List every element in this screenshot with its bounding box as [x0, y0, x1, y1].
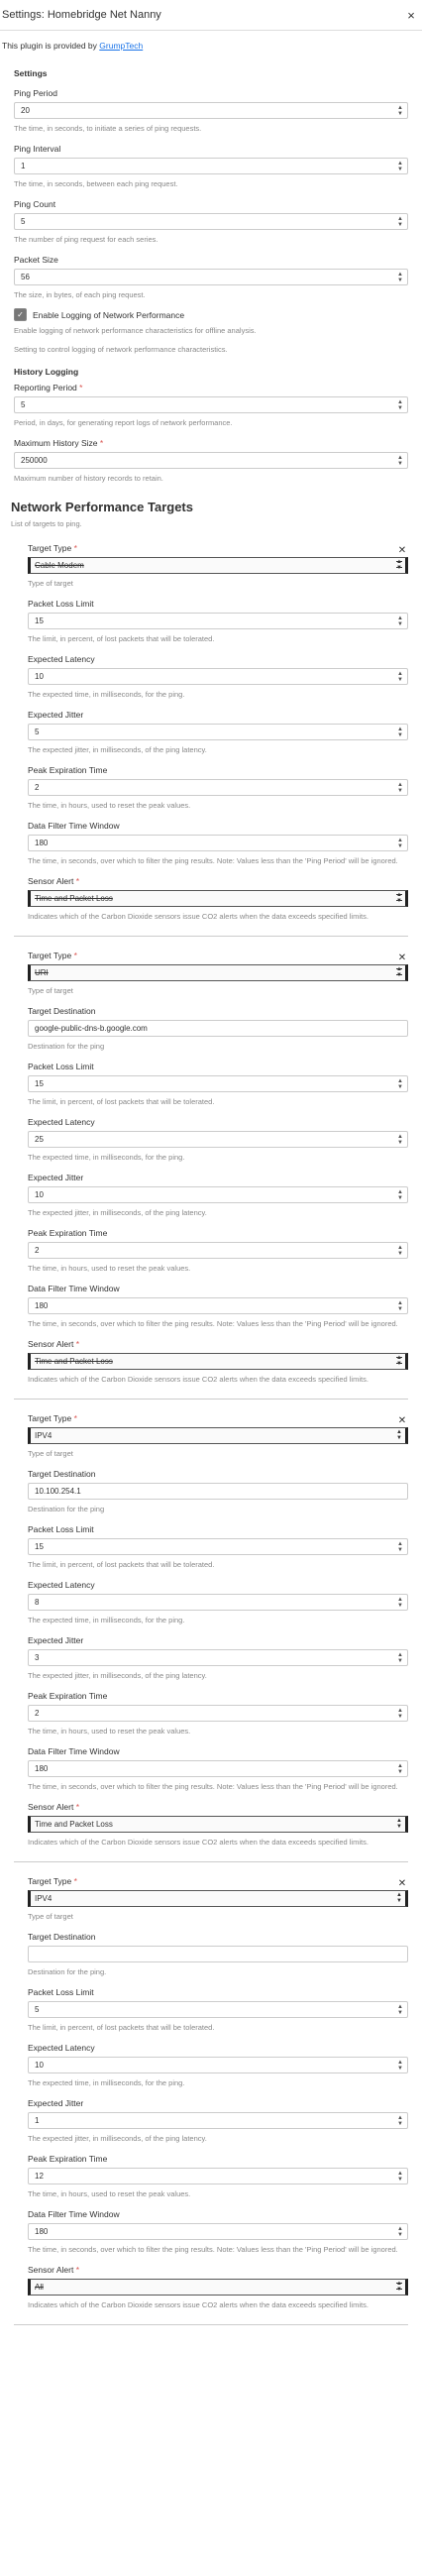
- reporting-period-input[interactable]: [14, 396, 408, 413]
- packet-size-input[interactable]: [14, 269, 408, 285]
- packet-size-value: 56: [21, 273, 30, 281]
- target-header: [28, 1876, 408, 1890]
- target-type-label: [28, 543, 77, 553]
- peak-help: The time, in hours, used to reset the peak values.: [28, 1264, 191, 1273]
- target-card: [14, 937, 408, 1400]
- provided-by-text: This plugin is provided by: [2, 41, 100, 51]
- target-card: [14, 1400, 408, 1862]
- latency-label: Expected Latency: [28, 654, 95, 664]
- jitter-help: The expected jitter, in milliseconds, of the ping latency.: [28, 745, 207, 754]
- select-caret-icon: ▲ ▼: [396, 559, 402, 571]
- max-history-input[interactable]: [14, 452, 408, 469]
- required-mark: *: [75, 2265, 79, 2275]
- remove-target-icon[interactable]: ✕: [397, 544, 407, 556]
- peak-input-value: 2: [35, 1709, 40, 1718]
- target-type-help: Type of target: [28, 1449, 73, 1458]
- enable-logging-checkbox[interactable]: ✓: [14, 308, 27, 321]
- latency-label: Expected Latency: [28, 1117, 95, 1127]
- enable-logging-label: Enable Logging of Network Performance: [33, 309, 185, 320]
- latency-input-value: 10: [35, 2061, 44, 2070]
- spinner-icon[interactable]: ▲ ▼: [397, 272, 403, 283]
- modal-header: [0, 0, 422, 31]
- target-type-select[interactable]: [28, 557, 408, 574]
- packet-loss-help: The limit, in percent, of lost packets that will be tolerated.: [28, 2023, 215, 2032]
- packet-loss-input[interactable]: [28, 1075, 408, 1092]
- filter-input[interactable]: [28, 2223, 408, 2240]
- peak-input[interactable]: [28, 2168, 408, 2184]
- target-card: [14, 1862, 408, 2325]
- filter-input-value: 180: [35, 1764, 49, 1773]
- spinner-icon[interactable]: ▲ ▼: [397, 2171, 403, 2183]
- target-type-help: Type of target: [28, 986, 73, 995]
- target-destination-help: Destination for the ping: [28, 1505, 105, 1513]
- peak-input[interactable]: [28, 779, 408, 796]
- target-type-select[interactable]: [28, 964, 408, 981]
- target-type-select[interactable]: [28, 1890, 408, 1907]
- packet-loss-help: The limit, in percent, of lost packets that will be tolerated.: [28, 1560, 215, 1569]
- target-destination-help: Destination for the ping.: [28, 1967, 107, 1976]
- jitter-help: The expected jitter, in milliseconds, of the ping latency.: [28, 1208, 207, 1217]
- jitter-label: Expected Jitter: [28, 1635, 84, 1645]
- packet-loss-input-value: 15: [35, 1079, 44, 1088]
- ping-count-label: Ping Count: [14, 199, 56, 209]
- target-type-label-text: Target Type: [28, 543, 72, 553]
- settings-form: [0, 41, 422, 2325]
- ping-interval-help: The time, in seconds, between each ping request.: [14, 179, 178, 188]
- modal-title: Settings: Homebridge Net Nanny: [2, 9, 161, 21]
- sensor-alert-label: [28, 2265, 408, 2275]
- jitter-input-value: 10: [35, 1190, 44, 1199]
- targets-section-help: List of targets to ping.: [11, 519, 82, 528]
- required-mark: *: [75, 1802, 79, 1812]
- filter-label: Data Filter Time Window: [28, 1746, 120, 1756]
- packet-loss-input[interactable]: [28, 2001, 408, 2018]
- latency-input[interactable]: [28, 1594, 408, 1611]
- select-caret-icon: ▲ ▼: [396, 966, 402, 978]
- latency-input[interactable]: [28, 1131, 408, 1148]
- target-type-label: [28, 1876, 77, 1886]
- select-caret-icon: ▲ ▼: [396, 892, 402, 904]
- filter-label: Data Filter Time Window: [28, 1284, 120, 1293]
- ping-period-label: Ping Period: [14, 88, 57, 98]
- packet-loss-label: Packet Loss Limit: [28, 1987, 94, 1997]
- sensor-alert-label: [28, 1339, 408, 1349]
- target-destination-value: google-public-dns-b.google.com: [35, 1024, 148, 1033]
- target-type-label: [28, 951, 77, 960]
- target-destination-label: Target Destination: [28, 1006, 96, 1016]
- peak-label: Peak Expiration Time: [28, 1228, 108, 1238]
- filter-help: The time, in seconds, over which to filter the ping results. Note: Values less than the 'Ping Period' will be ignored.: [28, 1782, 398, 1791]
- spinner-icon[interactable]: ▲ ▼: [397, 1652, 403, 1664]
- peak-label: Peak Expiration Time: [28, 1691, 108, 1701]
- jitter-input-value: 3: [35, 1653, 40, 1662]
- latency-label: Expected Latency: [28, 2043, 95, 2053]
- target-destination-input[interactable]: [28, 1483, 408, 1500]
- target-type-select-value: IPV4: [35, 1431, 53, 1440]
- spinner-icon[interactable]: ▲ ▼: [397, 2115, 403, 2127]
- filter-input-value: 180: [35, 839, 49, 847]
- peak-input-value: 12: [35, 2172, 44, 2181]
- spinner-icon[interactable]: ▲ ▼: [397, 1134, 403, 1146]
- packet-loss-label: Packet Loss Limit: [28, 1524, 94, 1534]
- reporting-period-value: 5: [21, 400, 26, 409]
- target-type-label-text: Target Type: [28, 1413, 72, 1423]
- jitter-label: Expected Jitter: [28, 2098, 84, 2108]
- spinner-icon[interactable]: ▲ ▼: [397, 161, 403, 172]
- jitter-label: Expected Jitter: [28, 1173, 84, 1182]
- ping-count-value: 5: [21, 217, 26, 226]
- ping-interval-label: Ping Interval: [14, 144, 61, 154]
- latency-help: The expected time, in milliseconds, for the ping.: [28, 2078, 185, 2087]
- packet-loss-help: The limit, in percent, of lost packets that will be tolerated.: [28, 1097, 215, 1106]
- filter-input-value: 180: [35, 1301, 49, 1310]
- packet-size-help: The size, in bytes, of each ping request.: [14, 290, 146, 299]
- target-type-label-text: Target Type: [28, 951, 72, 960]
- sensor-alert-select[interactable]: [28, 2279, 408, 2296]
- peak-help: The time, in hours, used to reset the peak values.: [28, 2189, 191, 2198]
- enable-logging-row: [14, 308, 408, 321]
- spinner-icon[interactable]: ▲ ▼: [397, 1189, 403, 1201]
- max-history-help: Maximum number of history records to retain.: [14, 474, 163, 483]
- spinner-icon[interactable]: ▲ ▼: [397, 782, 403, 794]
- settings-heading: Settings: [14, 68, 48, 78]
- spinner-icon[interactable]: ▲ ▼: [397, 455, 403, 467]
- sensor-alert-label: [28, 1802, 408, 1812]
- sensor-alert-select-value: Time and Packet Loss: [35, 1357, 113, 1366]
- jitter-input[interactable]: [28, 1649, 408, 1666]
- peak-input-value: 2: [35, 783, 40, 792]
- peak-help: The time, in hours, used to reset the peak values.: [28, 801, 191, 810]
- latency-input-value: 10: [35, 672, 44, 681]
- spinner-icon[interactable]: ▲ ▼: [397, 1763, 403, 1775]
- ping-count-input[interactable]: [14, 213, 408, 230]
- ping-count-help: The number of ping request for each series.: [14, 235, 158, 244]
- select-caret-icon: ▲ ▼: [396, 1818, 402, 1830]
- reporting-period-label: [14, 383, 408, 392]
- packet-loss-input-value: 15: [35, 616, 44, 625]
- jitter-input[interactable]: [28, 2112, 408, 2129]
- sensor-alert-select-value: All: [35, 2283, 44, 2292]
- select-caret-icon: ▲ ▼: [396, 1429, 402, 1441]
- filter-input[interactable]: [28, 1760, 408, 1777]
- provided-by: [2, 41, 408, 51]
- ping-interval-input[interactable]: [14, 158, 408, 174]
- max-history-value: 250000: [21, 456, 48, 465]
- target-type-select-value: IPV4: [35, 1894, 53, 1903]
- peak-label: Peak Expiration Time: [28, 2154, 108, 2164]
- sensor-alert-label: [28, 876, 408, 886]
- jitter-label: Expected Jitter: [28, 710, 84, 720]
- filter-input[interactable]: [28, 1297, 408, 1314]
- spinner-icon[interactable]: ▲ ▼: [397, 399, 403, 411]
- filter-label: Data Filter Time Window: [28, 2209, 120, 2219]
- filter-help: The time, in seconds, over which to filter the ping results. Note: Values less than the 'Ping Period' will be ignored.: [28, 856, 398, 865]
- required-mark: *: [73, 1413, 77, 1423]
- filter-label: Data Filter Time Window: [28, 821, 120, 831]
- max-history-label: [14, 438, 408, 448]
- required-mark: *: [79, 383, 83, 392]
- select-caret-icon: ▲ ▼: [396, 2281, 402, 2293]
- jitter-input[interactable]: [28, 1186, 408, 1203]
- jitter-help: The expected jitter, in milliseconds, of the ping latency.: [28, 2134, 207, 2143]
- filter-help: The time, in seconds, over which to filter the ping results. Note: Values less than the 'Ping Period' will be ignored.: [28, 1319, 398, 1328]
- required-mark: *: [73, 951, 77, 960]
- packet-size-label: Packet Size: [14, 255, 58, 265]
- target-type-label-text: Target Type: [28, 1876, 72, 1886]
- close-icon[interactable]: ×: [407, 7, 415, 23]
- latency-input-value: 25: [35, 1135, 44, 1144]
- required-mark: *: [75, 1339, 79, 1349]
- targets-section-title: Network Performance Targets: [11, 500, 193, 514]
- sensor-alert-select-value: Time and Packet Loss: [35, 1820, 113, 1829]
- sensor-alert-help: Indicates which of the Carbon Dioxide sensors issue CO2 alerts when the data exceeds specified limits.: [28, 1375, 369, 1384]
- target-type-select-value: Cable Modem: [35, 561, 84, 570]
- ping-period-value: 20: [21, 106, 30, 115]
- sensor-alert-label-text: Sensor Alert: [28, 1802, 74, 1812]
- spinner-icon[interactable]: ▲ ▼: [397, 1541, 403, 1553]
- packet-loss-label: Packet Loss Limit: [28, 599, 94, 609]
- peak-input-value: 2: [35, 1246, 40, 1255]
- peak-help: The time, in hours, used to reset the peak values.: [28, 1727, 191, 1736]
- ping-period-input[interactable]: [14, 102, 408, 119]
- sensor-alert-help: Indicates which of the Carbon Dioxide sensors issue CO2 alerts when the data exceeds specified limits.: [28, 912, 369, 921]
- target-type-help: Type of target: [28, 1912, 73, 1921]
- sensor-alert-label-text: Sensor Alert: [28, 1339, 74, 1349]
- spinner-icon[interactable]: ▲ ▼: [397, 1245, 403, 1257]
- target-type-label: [28, 1413, 77, 1423]
- spinner-icon[interactable]: ▲ ▼: [397, 1300, 403, 1312]
- filter-input-value: 180: [35, 2227, 49, 2236]
- jitter-input[interactable]: [28, 724, 408, 740]
- reporting-period-label-text: Reporting Period: [14, 383, 77, 392]
- targets-list: [14, 529, 408, 2325]
- sensor-alert-select[interactable]: [28, 890, 408, 907]
- packet-loss-input[interactable]: [28, 1538, 408, 1555]
- packet-loss-input-value: 15: [35, 1542, 44, 1551]
- latency-input[interactable]: [28, 2057, 408, 2073]
- spinner-icon[interactable]: ▲ ▼: [397, 1597, 403, 1609]
- sensor-alert-help: Indicates which of the Carbon Dioxide sensors issue CO2 alerts when the data exceeds specified limits.: [28, 1838, 369, 1847]
- target-destination-input[interactable]: [28, 1946, 408, 1962]
- packet-loss-help: The limit, in percent, of lost packets that will be tolerated.: [28, 634, 215, 643]
- target-header: [28, 951, 408, 964]
- max-history-label-text: Maximum History Size: [14, 438, 98, 448]
- spinner-icon[interactable]: ▲ ▼: [397, 838, 403, 849]
- spinner-icon[interactable]: ▲ ▼: [397, 105, 403, 117]
- select-caret-icon: ▲ ▼: [396, 1892, 402, 1904]
- latency-help: The expected time, in milliseconds, for the ping.: [28, 690, 185, 699]
- jitter-input-value: 5: [35, 728, 40, 736]
- target-destination-label: Target Destination: [28, 1932, 96, 1942]
- target-type-select[interactable]: [28, 1427, 408, 1444]
- spinner-icon[interactable]: ▲ ▼: [397, 1708, 403, 1720]
- packet-loss-label: Packet Loss Limit: [28, 1062, 94, 1071]
- sensor-alert-help: Indicates which of the Carbon Dioxide sensors issue CO2 alerts when the data exceeds specified limits.: [28, 2300, 369, 2309]
- target-card: [14, 529, 408, 937]
- filter-input[interactable]: [28, 835, 408, 851]
- spinner-icon[interactable]: ▲ ▼: [397, 727, 403, 738]
- latency-input-value: 8: [35, 1598, 40, 1607]
- remove-target-icon[interactable]: ✕: [397, 952, 407, 963]
- sensor-alert-select[interactable]: [28, 1816, 408, 1833]
- jitter-help: The expected jitter, in milliseconds, of the ping latency.: [28, 1671, 207, 1680]
- remove-target-icon[interactable]: ✕: [397, 1414, 407, 1426]
- spinner-icon[interactable]: ▲ ▼: [397, 616, 403, 627]
- remove-target-icon[interactable]: ✕: [397, 1877, 407, 1889]
- reporting-period-help: Period, in days, for generating report logs of network performance.: [14, 418, 233, 427]
- spinner-icon[interactable]: ▲ ▼: [397, 2226, 403, 2238]
- target-header: [28, 1413, 408, 1427]
- sensor-alert-select-value: Time and Packet Loss: [35, 894, 113, 903]
- latency-label: Expected Latency: [28, 1580, 95, 1590]
- peak-label: Peak Expiration Time: [28, 765, 108, 775]
- jitter-input-value: 1: [35, 2116, 40, 2125]
- latency-help: The expected time, in milliseconds, for the ping.: [28, 1616, 185, 1624]
- peak-input[interactable]: [28, 1705, 408, 1722]
- required-mark: *: [75, 876, 79, 886]
- setting-control-help: Setting to control logging of network performance characteristics.: [14, 345, 228, 354]
- required-mark: *: [73, 1876, 77, 1886]
- required-mark: *: [99, 438, 104, 448]
- spinner-icon[interactable]: ▲ ▼: [397, 216, 403, 228]
- spinner-icon[interactable]: ▲ ▼: [397, 2004, 403, 2016]
- peak-input[interactable]: [28, 1242, 408, 1259]
- sensor-alert-label-text: Sensor Alert: [28, 2265, 74, 2275]
- select-caret-icon: ▲ ▼: [396, 1355, 402, 1367]
- latency-input[interactable]: [28, 668, 408, 685]
- target-type-select-value: URI: [35, 968, 49, 977]
- spinner-icon[interactable]: ▲ ▼: [397, 2060, 403, 2072]
- spinner-icon[interactable]: ▲ ▼: [397, 671, 403, 683]
- packet-loss-input[interactable]: [28, 613, 408, 629]
- author-link[interactable]: GrumpTech: [99, 41, 144, 51]
- packet-loss-input-value: 5: [35, 2005, 40, 2014]
- target-destination-input[interactable]: [28, 1020, 408, 1037]
- ping-period-help: The time, in seconds, to initiate a series of ping requests.: [14, 124, 202, 133]
- enable-logging-help: Enable logging of network performance characteristics for offline analysis.: [14, 326, 257, 335]
- target-destination-value: 10.100.254.1: [35, 1487, 81, 1496]
- target-destination-help: Destination for the ping: [28, 1042, 105, 1051]
- latency-help: The expected time, in milliseconds, for the ping.: [28, 1153, 185, 1162]
- spinner-icon[interactable]: ▲ ▼: [397, 1078, 403, 1090]
- target-type-help: Type of target: [28, 579, 73, 588]
- sensor-alert-label-text: Sensor Alert: [28, 876, 74, 886]
- target-destination-label: Target Destination: [28, 1469, 96, 1479]
- sensor-alert-select[interactable]: [28, 1353, 408, 1370]
- required-mark: *: [73, 543, 77, 553]
- ping-interval-value: 1: [21, 162, 26, 170]
- filter-help: The time, in seconds, over which to filter the ping results. Note: Values less than the 'Ping Period' will be ignored.: [28, 2245, 398, 2254]
- history-heading: History Logging: [14, 367, 79, 377]
- target-header: [28, 543, 408, 557]
